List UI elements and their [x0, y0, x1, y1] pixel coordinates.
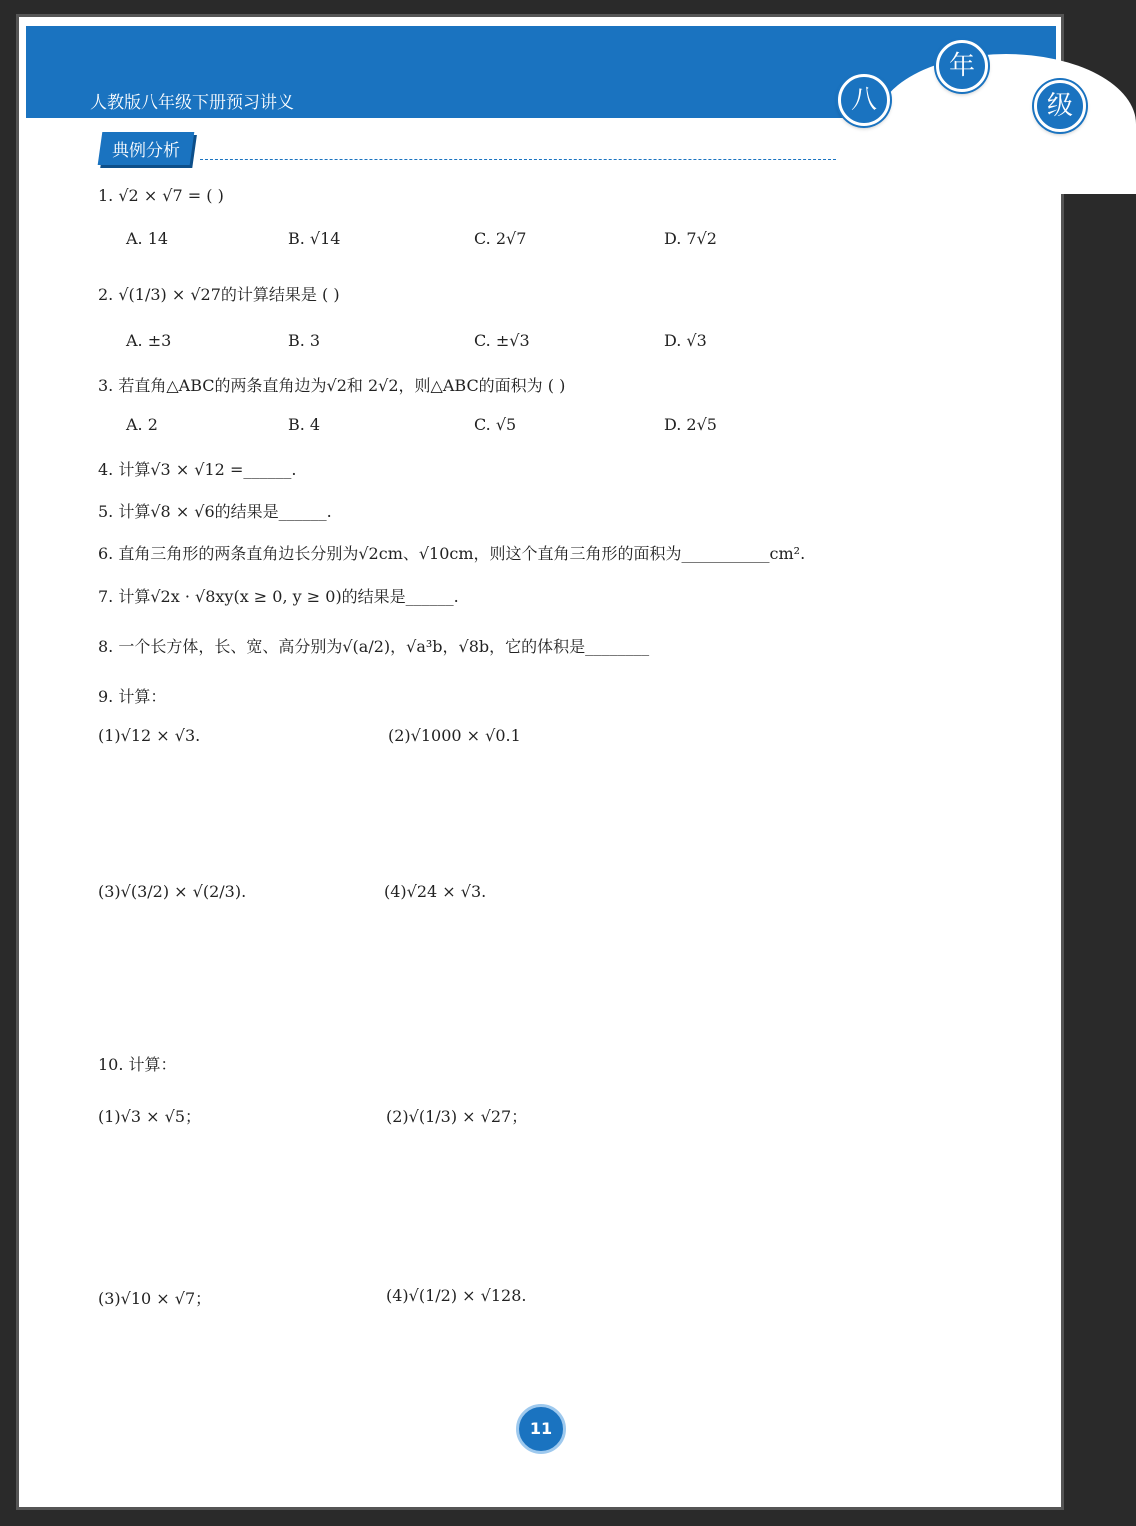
question-5: 5. 计算√8 × √6的结果是______. — [98, 502, 332, 521]
page — [16, 14, 1073, 1510]
question-4: 4. 计算√3 × √12 =______. — [98, 460, 297, 479]
section-divider — [200, 159, 836, 160]
q9-part-4: (4)√24 × √3. — [384, 882, 487, 901]
q9-part-2: (2)√1000 × √0.1 — [388, 726, 521, 745]
q3-option-a: A. 2 — [126, 415, 158, 434]
q2-option-b: B. 3 — [288, 331, 321, 350]
q10-part-2: (2)√(1/3) × √27； — [386, 1107, 528, 1126]
section-tag — [98, 132, 195, 165]
q1-option-a: A. 14 — [126, 229, 169, 248]
page-number: 11 — [516, 1404, 566, 1454]
q2-option-c: C. ±√3 — [474, 331, 530, 350]
q2-option-a: A. ±3 — [126, 331, 172, 350]
q10-part-3: (3)√10 × √7； — [98, 1289, 212, 1308]
question-6: 6. 直角三角形的两条直角边长分别为√2cm、√10cm，则这个直角三角形的面积为___________cm². — [98, 544, 806, 563]
question-8: 8. 一个长方体，长、宽、高分别为√(a/2)，√a³b，√8b，它的体积是________ — [98, 637, 650, 656]
question-9: 9. 计算： — [98, 687, 167, 706]
question-10: 10. 计算： — [98, 1055, 177, 1074]
q3-option-d: D. 2√5 — [664, 415, 717, 434]
question-1: 1. √2 × √7 = ( ) — [98, 186, 224, 205]
q9-part-3: (3)√(3/2) × √(2/3). — [98, 882, 247, 901]
header-title: 人教版八年级下册预习讲义 — [90, 93, 294, 113]
section-tag-label: 典例分析 — [112, 141, 180, 161]
q1-option-b: B. √14 — [288, 229, 341, 248]
q10-part-4: (4)√(1/2) × √128. — [386, 1286, 527, 1305]
question-3: 3. 若直角△ABC的两条直角边为√2和 2√2，则△ABC的面积为 ( ) — [98, 376, 566, 395]
q3-option-b: B. 4 — [288, 415, 321, 434]
q1-option-d: D. 7√2 — [664, 229, 717, 248]
q2-option-d: D. √3 — [664, 331, 707, 350]
q1-option-c: C. 2√7 — [474, 229, 527, 248]
question-7: 7. 计算√2x · √8xy(x ≥ 0, y ≥ 0)的结果是______. — [98, 587, 459, 606]
header-wave — [876, 54, 1136, 194]
badge-ji: 级 — [1034, 80, 1086, 132]
q10-part-1: (1)√3 × √5； — [98, 1107, 201, 1126]
badge-nian: 年 — [936, 40, 988, 92]
question-2: 2. √(1/3) × √27的计算结果是 ( ) — [98, 285, 340, 304]
q9-part-1: (1)√12 × √3. — [98, 726, 201, 745]
q3-option-c: C. √5 — [474, 415, 517, 434]
badge-ba: 八 — [838, 74, 890, 126]
